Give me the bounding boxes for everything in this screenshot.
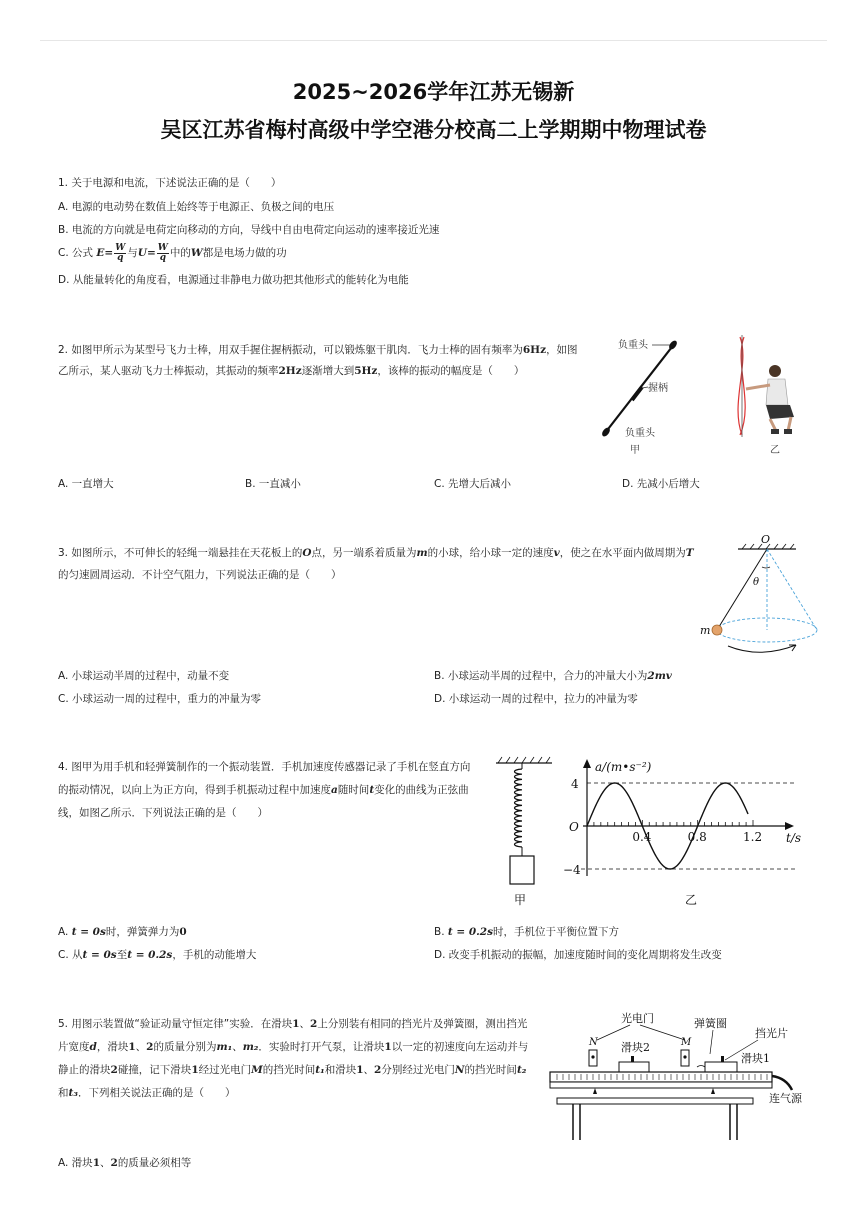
fraction-w-over-q-2: $\frac{W}{q}$ [157,242,168,263]
q4-figure-jia [490,757,560,907]
q3-label-m: m [700,624,711,637]
q5-label-slider2: 滑块2 [621,1041,650,1054]
chart-origin-label: O [569,820,579,834]
q3-option-a[interactable]: A. 小球运动半周的过程中，动量不变 [58,670,230,682]
q3-figure [700,533,820,662]
q4-spring [515,769,523,847]
q5-label-gate: 光电门 [621,1012,654,1025]
q2-option-b[interactable]: B. 一直减小 [245,478,301,490]
chart-y-tick-min: −4 [563,863,581,877]
q1-option-d[interactable]: D. 从能量转化的角度看，电源通过非静电力做功把其他形式的能转化为电能 [58,274,409,286]
chart-x-label: t/s [786,831,802,845]
q5-label-shade: 挡光片 [755,1027,788,1040]
q5-air-track [550,1072,772,1082]
fraction-w-over-q: $\frac{W}{q}$ [115,242,126,263]
page-title-line1: 2025~2026学年江苏无锡新 [292,80,575,104]
chart-y-arrow [583,759,591,768]
q2-handle [632,387,642,400]
q5-label-spring: 弹簧圈 [694,1017,727,1030]
q5-slider-2 [619,1062,649,1072]
q3-stem: 3. 如图所示，不可伸长的轻绳一端悬挂在天花板上的O点，另一端系着质量为m的小球，给小球一定的速度v，使之在水平面内做周期为T的匀速圆周运动．不计空气阻力，下列说法正确的是（ ） [58,547,694,581]
q2-option-d[interactable]: D. 先减小后增大 [622,478,700,490]
q2-stem: 2. 如图甲所示为某型号飞力士棒，用双手握住握柄振动，可以锻炼躯干肌肉．飞力士棒的固有频率为6Hz，如图乙所示，某人驱动飞力士棒振动，其振动的频率2Hz逐渐增大到5Hz，该棒的振动的幅度是（ ） [58,344,578,377]
q2-option-a[interactable]: A. 一直增大 [58,478,114,490]
q4-option-d[interactable]: D. 改变手机振动的振幅，加速度随时间的变化周期将发生改变 [434,949,722,961]
q1-option-a[interactable]: A. 电源的电动势在数值上始终等于电源正、负极之间的电压 [58,201,335,213]
q5-label-m: M [681,1037,692,1048]
q4-acceleration-chart [565,757,810,909]
q5-label-n: N [589,1037,598,1048]
q2-label-handle: 握柄 [648,383,668,394]
q5-label-air: 连气源 [769,1092,802,1105]
q4-option-a[interactable]: A. t = 0s时，弹簧弹力为0 [58,926,187,938]
q5-table-top [557,1098,753,1104]
q5-figure [545,1010,815,1142]
q4-option-c[interactable]: C. 从t = 0s至t = 0.2s，手机的动能增大 [58,949,257,961]
q3-option-b[interactable]: B. 小球运动半周的过程中，合力的冲量大小为2mv [434,670,672,682]
q2-label-yi: 乙 [770,445,780,456]
q4-phone [510,856,534,884]
q1-option-c[interactable]: C. 公式 E= $\frac{W}{q}$ 与U= $\frac{W}{q}$ 中的W都是电场力做的功 [58,242,287,263]
chart-y-tick-max: 4 [571,777,579,791]
chart-x-tick-0-4: 0.4 [632,830,652,844]
q4-label-yi: 乙 [685,893,698,907]
chart-x-arrow [785,822,794,830]
q4-option-b[interactable]: B. t = 0.2s时，手机位于平衡位置下方 [434,926,620,938]
top-divider [40,40,827,41]
chart-x-tick-1-2: 1.2 [743,830,763,844]
q5-option-a[interactable]: A. 滑块1、2的质量必须相等 [58,1157,192,1169]
chart-y-label: a/(m•s⁻²) [595,760,652,774]
q2-figure [590,333,820,463]
chart-minor-ticks [594,820,753,826]
q5-label-slider1: 滑块1 [741,1052,770,1065]
q1-option-b[interactable]: B. 电流的方向就是电荷定向移动的方向，导线中自由电荷定向运动的速率接近光速 [58,224,440,236]
q5-air-hose [772,1076,792,1090]
q2-person-head [769,365,781,377]
q5-track-base [550,1082,772,1088]
q3-option-d[interactable]: D. 小球运动一周的过程中，拉力的冲量为零 [434,693,638,705]
q3-ball [712,625,722,635]
q2-label-bottom-weight: 负重头 [625,428,655,439]
q2-label-top-weight: 负重头 [618,340,648,351]
q2-label-jia: 甲 [630,445,640,456]
q3-label-o: O [761,533,771,546]
chart-x-tick-0-8: 0.8 [687,830,707,844]
q3-label-theta: θ [753,577,760,588]
q3-option-c[interactable]: C. 小球运动一周的过程中，重力的冲量为零 [58,693,262,705]
q4-stem: 4. 图甲为用手机和轻弹簧制作的一个振动装置．手机加速度传感器记录了手机在竖直方向的振动情况，以向上为正方向，得到手机振动过程中加速度a随时间t变化的曲线为正弦曲线，如图乙所示．下列说法正确的是（ ） [58,761,471,819]
q5-slider-1 [705,1062,737,1072]
q1-stem: 1. 关于电源和电流，下述说法正确的是（ ） [58,177,282,189]
q2-option-c[interactable]: C. 先增大后减小 [434,478,512,490]
page-title-line2: 吴区江苏省梅村高级中学空港分校高二上学期期中物理试卷 [160,118,707,142]
q5-stem: 5. 用图示装置做“验证动量守恒定律”实验．在滑块1、2上分别装有相同的挡光片及弹簧圈，测出挡光片宽度d，滑块1、2的质量分别为m₁、m₂．实验时打开气泵，让滑块1以一定的初速度向左运动并与静止的滑块2碰撞，记下滑块1经过光电门M的挡光时间t₁和滑块1、2分别经过光电门N的挡光时间t₂和t₃．下列相关说法正确的是（ ） [58,1018,529,1099]
q4-label-jia: 甲 [514,893,527,907]
